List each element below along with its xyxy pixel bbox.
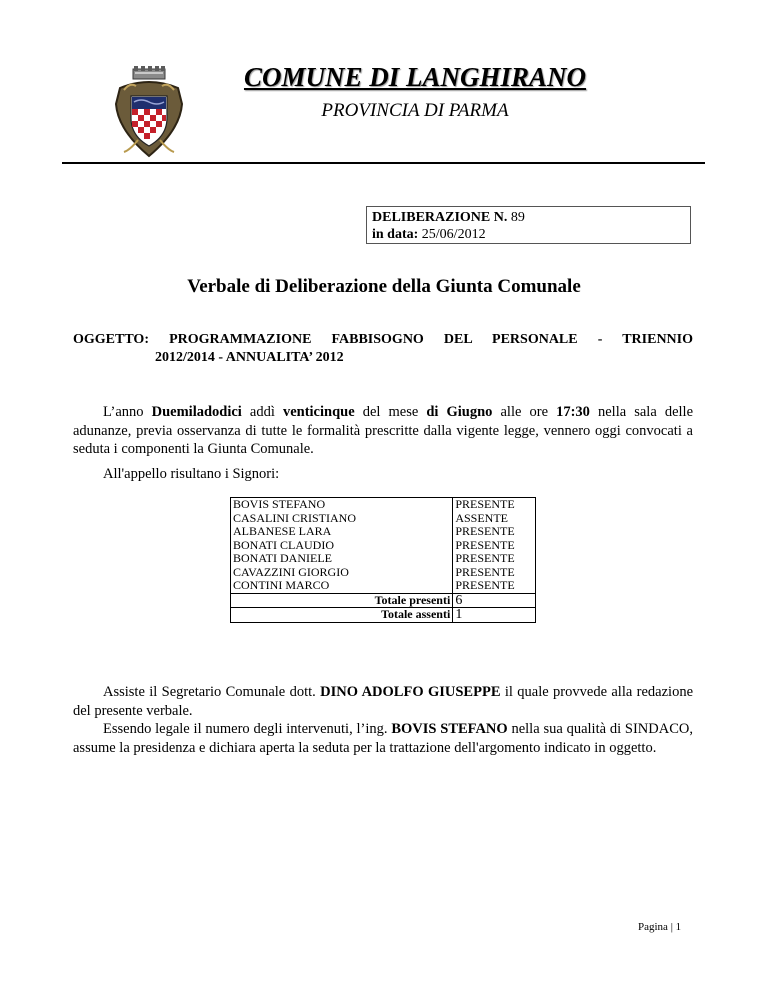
attendance-row [231, 579, 536, 593]
intro-text: addì [241, 404, 283, 420]
deliberation-info-box [366, 206, 691, 244]
secretary-name: DINO ADOLFO GIUSEPPE [320, 684, 501, 700]
total-present-value: 6 [453, 593, 536, 608]
member-name: CAVAZZINI GIORGIO [233, 564, 349, 579]
attendance-row [231, 525, 536, 539]
municipal-crest-icon [110, 66, 188, 162]
document-title: Verbale di Deliberazione della Giunta Comunale [187, 276, 581, 297]
subject-line-2: 2012/2014 - ANNUALITA’ 2012 [155, 350, 344, 365]
roll-call-label: All'appello risultano i Signori: [103, 466, 280, 482]
intro-text: L’anno [103, 404, 152, 420]
deliberation-date-label: in data: [372, 227, 419, 242]
total-absent-row [231, 608, 536, 623]
member-status: PRESENTE [453, 566, 536, 580]
deliberation-number-line [372, 209, 685, 226]
header-divider [62, 162, 705, 164]
member-name: ALBANESE LARA [233, 524, 332, 538]
attendance-row [231, 566, 536, 580]
attendance-row [231, 539, 536, 553]
member-status: ASSENTE [453, 512, 536, 526]
page-number: Pagina | 1 [638, 921, 682, 933]
municipality-title: COMUNE DI LANGHIRANO [243, 62, 587, 92]
total-present-label: Totale presenti [231, 593, 453, 608]
member-name: BOVIS STEFANO [233, 497, 326, 511]
attendance-row [231, 498, 536, 512]
subject-block [73, 331, 693, 367]
total-absent-label: Totale assenti [231, 608, 453, 623]
deliberation-number-label: DELIBERAZIONE N. [372, 210, 508, 225]
subject-line-1: OGGETTO: PROGRAMMAZIONE FABBISOGNO DEL PERSONALE - TRIENNIO [73, 332, 693, 347]
attendance-table [230, 497, 536, 623]
closing-text: il quale provvede alla redazione del presente verbale. [73, 684, 694, 719]
closing-text: Assiste il Segretario Comunale dott. [103, 684, 321, 700]
member-name: CONTINI MARCO [233, 578, 330, 592]
closing-paragraph [73, 683, 693, 757]
intro-text: nella sala delle adunanze, previa osservanza di tutte le formalità prescritte dalla vigente legge, vennero oggi convocati a seduta i componenti la Giunta Comunale. [73, 404, 694, 457]
closing-text: nella sua qualità di SINDACO, assume la presidenza e dichiara aperta la seduta per la trattazione dell'argomento indicato in oggetto. [73, 721, 693, 756]
member-status: PRESENTE [453, 552, 536, 566]
intro-paragraph [73, 403, 693, 459]
member-status: PRESENTE [453, 579, 536, 593]
member-name: BONATI DANIELE [233, 551, 332, 565]
deliberation-date-line [372, 226, 685, 243]
deliberation-date: 25/06/2012 [421, 227, 486, 242]
member-status: PRESENTE [453, 539, 536, 553]
deliberation-number: 89 [510, 210, 525, 225]
intro-text: del mese [354, 404, 427, 420]
mayor-name: BOVIS STEFANO [391, 721, 508, 737]
intro-day: venticinque [282, 404, 355, 420]
intro-time: 17:30 [556, 404, 590, 420]
member-status: PRESENTE [453, 498, 536, 512]
intro-year: Duemiladodici [151, 404, 242, 420]
intro-month: di Giugno [426, 404, 493, 420]
member-status: PRESENTE [453, 525, 536, 539]
province-subtitle: PROVINCIA DI PARMA [321, 100, 509, 121]
intro-text: alle ore [492, 404, 557, 420]
total-present-row [231, 593, 536, 608]
member-name: CASALINI CRISTIANO [233, 510, 356, 525]
total-absent-value: 1 [453, 608, 536, 623]
attendance-row [231, 512, 536, 526]
member-name: BONATI CLAUDIO [233, 537, 334, 552]
attendance-row [231, 552, 536, 566]
closing-text: Essendo legale il numero degli intervenuti, l’ing. [103, 721, 392, 737]
